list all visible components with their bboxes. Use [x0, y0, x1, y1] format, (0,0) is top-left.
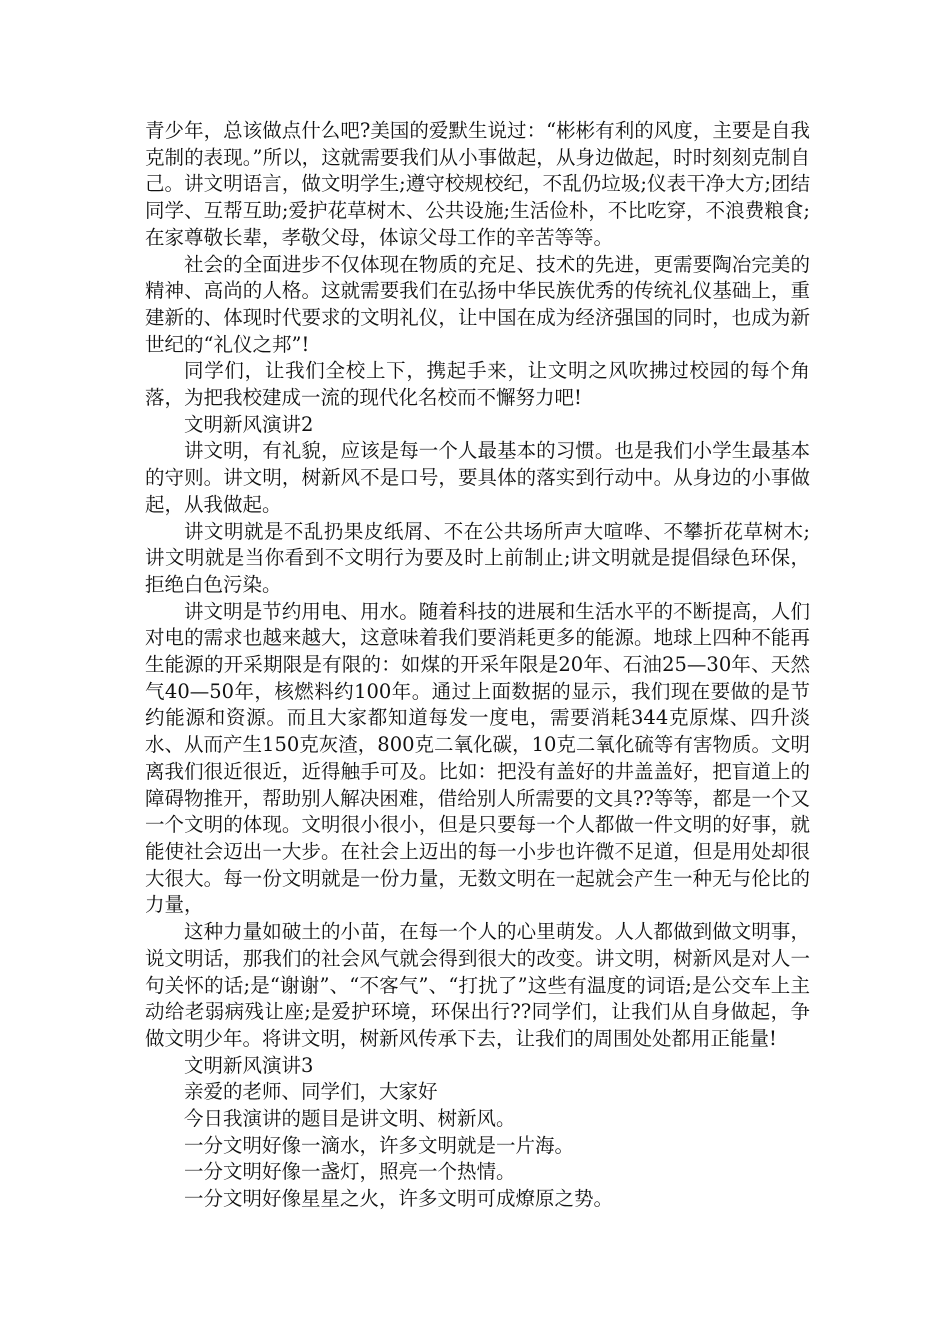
section-heading: 文明新风演讲2 [184, 412, 314, 436]
paragraph: 这种力量如破土的小苗，在每一个人的心里萌发。人人都做到做文明事，说文明话，那我们的社会风气就会得到很大的改变。讲文明，树新风是对人一句关怀的话;是“谢谢”、“不客气”、“打扰了”这些有温度的词语;是公交车上主动给老弱病残让座;是爱护环境，环保出行??同学们，让我们从自身做起，争做文明少年。将讲文明，树新风传承下去，让我们的周围处处都用正能量! [145, 920, 810, 1050]
paragraph: 一分文明好像星星之火，许多文明可成燎原之势。 [184, 1187, 614, 1211]
paragraph: 亲爱的老师、同学们，大家好 [184, 1080, 438, 1104]
paragraph: 讲文明，有礼貌，应该是每一个人最基本的习惯。也是我们小学生最基本的守则。讲文明，树新风不是口号，要具体的落实到行动中。从身边的小事做起，从我做起。 [145, 439, 810, 516]
paragraph: 青少年，总该做点什么吧?美国的爱默生说过：“彬彬有利的风度，主要是自我克制的表现。”所以，这就需要我们从小事做起，从身边做起，时时刻刻克制自己。讲文明语言，做文明学生;遵守校规校纪，不乱仍垃圾;仪表干净大方;团结同学、互帮互助;爱护花草树木、公共设施;生活俭朴，不比吃穿，不浪费粮食;在家尊敬长辈，孝敬父母，体谅父母工作的辛苦等等。 [145, 119, 810, 249]
paragraph: 讲文明就是不乱扔果皮纸屑、不在公共场所声大喧哗、不攀折花草树木;讲文明就是当你看到不文明行为要及时上前制止;讲文明就是提倡绿色环保，拒绝白色污染。 [145, 519, 810, 596]
paragraph: 一分文明好像一盏灯，照亮一个热情。 [184, 1160, 516, 1184]
paragraph: 今日我演讲的题目是讲文明、树新风。 [184, 1107, 516, 1131]
paragraph: 社会的全面进步不仅体现在物质的充足、技术的先进，更需要陶冶完美的精神、高尚的人格。这就需要我们在弘扬中华民族优秀的传统礼仪基础上，重建新的、体现时代要求的文明礼仪，让中国在成为经济强国的同时，也成为新世纪的“礼仪之邦”! [145, 252, 810, 356]
section-heading: 文明新风演讲3 [184, 1053, 314, 1077]
paragraph: 同学们，让我们全校上下，携起手来，让文明之风吹拂过校园的每个角落，为把我校建成一流的现代化名校而不懈努力吧! [145, 359, 810, 410]
document-body [145, 118, 810, 1213]
paragraph: 讲文明是节约用电、用水。随着科技的进展和生活水平的不断提高，人们对电的需求也越来越大，这意味着我们要消耗更多的能源。地球上四种不能再生能源的开采期限是有限的：如煤的开采年限是20年、石油25—30年、天然气40—50年，核燃料约100年。通过上面数据的显示，我们现在要做的是节约能源和资源。而且大家都知道每发一度电，需要消耗344克原煤、四升淡水、从而产生150克灰渣，800克二氧化碳，10克二氧化硫等有害物质。文明离我们很近很近，近得触手可及。比如：把没有盖好的井盖盖好，把盲道上的障碍物推开，帮助别人解决困难，借给别人所需要的文具??等等，都是一个又一个文明的体现。文明很小很小，但是只要每一个人都做一件文明的好事，就能使社会迈出一大步。在社会上迈出的每一小步也许微不足道，但是用处却很大很大。每一份文明就是一份力量，无数文明在一起就会产生一种无与伦比的力量， [145, 599, 810, 917]
paragraph: 一分文明好像一滴水，许多文明就是一片海。 [184, 1133, 575, 1157]
